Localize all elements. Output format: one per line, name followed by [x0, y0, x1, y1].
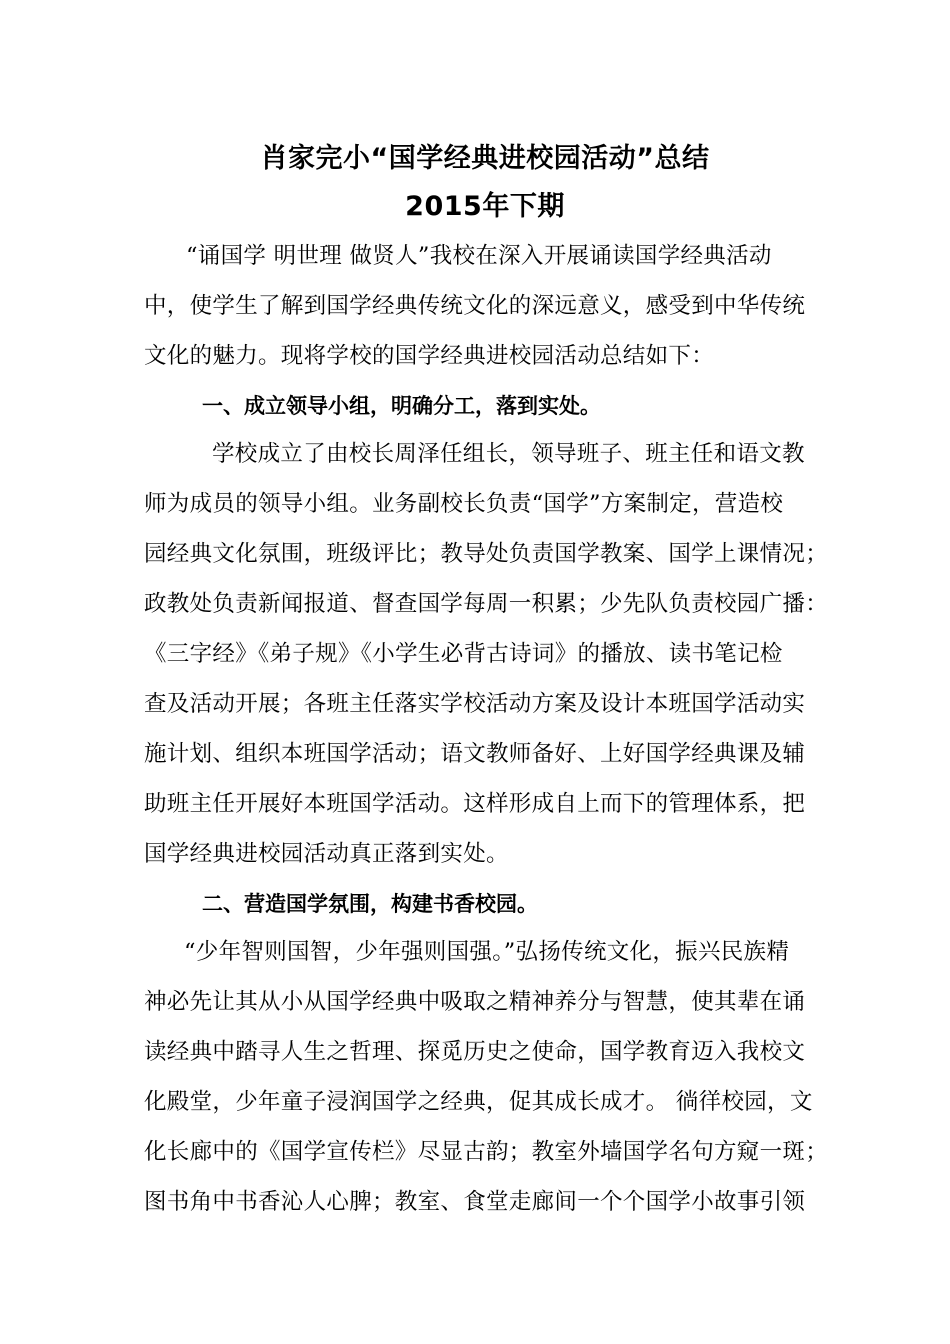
- section2-line: “少年智则国智，少年强则国强。”弘扬传统文化，振兴民族精: [184, 939, 790, 965]
- section1-line: 国学经典进校园活动真正落到实处。: [144, 841, 509, 867]
- section1-line: 园经典文化氛围，班级评比；教导处负责国学教案、国学上课情况；: [144, 541, 829, 567]
- intro-line: “诵国学 明世理 做贤人”我校在深入开展诵读国学经典活动: [186, 243, 772, 269]
- section1-line: 助班主任开展好本班国学活动。这样形成自上而下的管理体系，把: [144, 791, 806, 817]
- document-title: 肖家完小“国学经典进校园活动”总结: [260, 143, 710, 174]
- section1-line: 政教处负责新闻报道、督查国学每周一积累；少先队负责校园广播：: [144, 591, 829, 617]
- section2-line: 化长廊中的《国学宣传栏》尽显古韵；教室外墙国学名句方窥一斑；: [144, 1139, 829, 1165]
- section1-line: 《三字经》《弟子规》《小学生必背古诗词》的播放、读书笔记检: [144, 641, 783, 667]
- document-subtitle: 2015年下期: [405, 191, 565, 222]
- section1-line: 查及活动开展；各班主任落实学校活动方案及设计本班国学活动实: [144, 691, 806, 717]
- section1-line: 施计划、组织本班国学活动；语文教师备好、上好国学经典课及辅: [144, 741, 806, 767]
- intro-line: 中，使学生了解到国学经典传统文化的深远意义，感受到中华传统: [144, 293, 806, 319]
- intro-line: 文化的魅力。现将学校的国学经典进校园活动总结如下：: [144, 343, 715, 369]
- section2-line: 神必先让其从小从国学经典中吸取之精神养分与智慧，使其辈在诵: [144, 989, 806, 1015]
- section1-heading: 一、成立领导小组，明确分工，落到实处。: [202, 394, 601, 418]
- section1-line: 师为成员的领导小组。业务副校长负责“国学”方案制定，营造校: [144, 491, 784, 517]
- section2-line: 图书角中书香沁人心脾；教室、食堂走廊间一个个国学小故事引领: [144, 1189, 806, 1215]
- section1-line: 学校成立了由校长周泽任组长，领导班子、班主任和语文教: [212, 441, 805, 467]
- section2-heading: 二、营造国学氛围，构建书香校园。: [202, 892, 538, 916]
- section2-line: 读经典中踏寻人生之哲理、探觅历史之使命，国学教育迈入我校文: [144, 1039, 806, 1065]
- section2-line: 化殿堂，少年童子浸润国学之经典，促其成长成才。 徜徉校园，文: [144, 1089, 813, 1115]
